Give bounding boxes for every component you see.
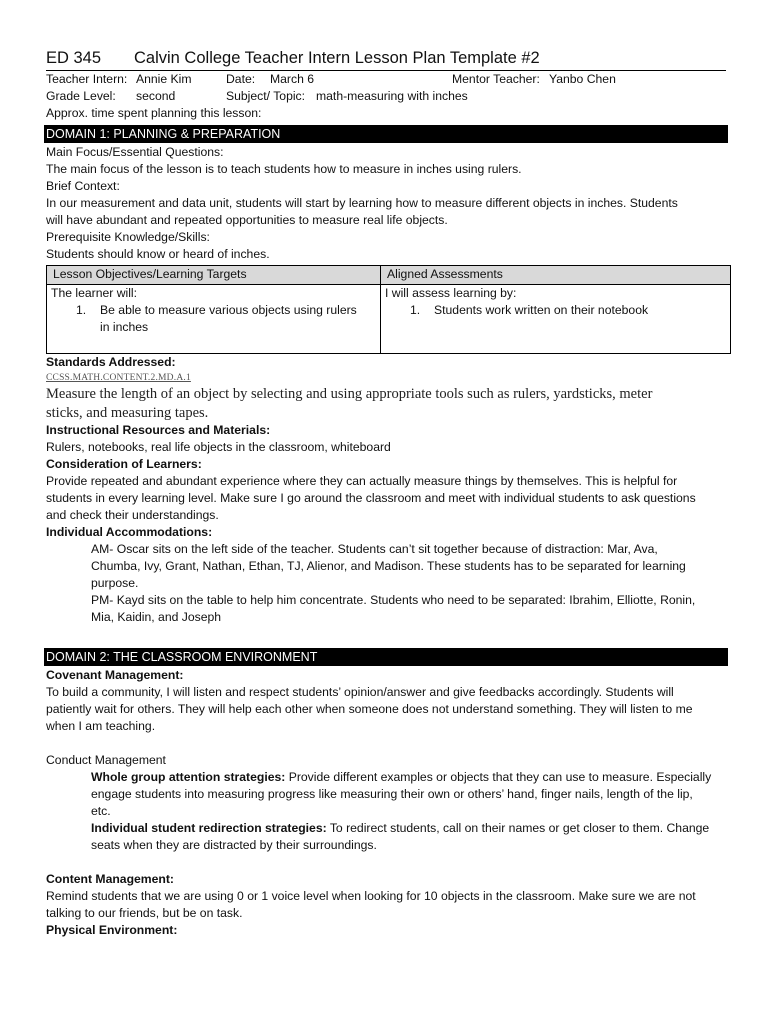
domain2-section <box>46 667 726 939</box>
conduct-label: Conduct Management <box>46 753 166 767</box>
assessments-header: Aligned Assessments <box>381 266 731 285</box>
document-title <box>46 47 726 71</box>
accommodation-line: Mia, Kaidin, and Joseph <box>91 610 222 624</box>
objective-text: in inches <box>100 320 149 334</box>
redirection-label: Individual student redirection strategies: <box>91 821 327 835</box>
spacer <box>46 735 726 752</box>
content-mgmt-line: talking to our friends, but be on task. <box>46 906 243 920</box>
focus-text: The main focus of the lesson is to teach students how to measure in inches using rulers. <box>46 162 522 176</box>
learners-line: and check their understandings. <box>46 508 219 522</box>
assessments-cell <box>381 285 731 354</box>
redirection-line <box>91 820 726 837</box>
objectives-intro: The learner will: <box>51 286 138 300</box>
covenant-label: Covenant Management: <box>46 668 184 682</box>
date-value: March 6 <box>270 72 315 86</box>
accommodations-list <box>46 541 726 626</box>
whole-group-line <box>91 769 726 786</box>
standards-section <box>46 354 726 371</box>
spacer <box>46 854 726 871</box>
objectives-table <box>46 265 731 354</box>
objectives-header: Lesson Objectives/Learning Targets <box>47 266 381 285</box>
assessment-item <box>385 302 726 319</box>
intern-label: Teacher Intern: <box>46 72 128 86</box>
course-code: ED 345 <box>46 49 102 67</box>
resources-label: Instructional Resources and Materials: <box>46 423 271 437</box>
assessment-text: Students work written on their notebook <box>434 303 649 317</box>
conduct-strategies <box>46 769 726 854</box>
physical-env-label: Physical Environment: <box>46 923 178 937</box>
accommodation-line: AM- Oscar sits on the left side of the teacher. Students can’t sit together because of distraction: Mar, Ava, <box>91 542 658 556</box>
prereq-label: Prerequisite Knowledge/Skills: <box>46 230 210 244</box>
domain1-details-section <box>46 422 726 626</box>
focus-label: Main Focus/Essential Questions: <box>46 145 224 159</box>
mentor-value: Yanbo Chen <box>549 72 616 86</box>
objectives-cell <box>47 285 381 354</box>
subject-value: math-measuring with inches <box>316 89 468 103</box>
content-mgmt-label: Content Management: <box>46 872 174 886</box>
domain1-intro-section <box>46 144 726 263</box>
objective-number: 1. <box>76 303 87 317</box>
accommodations-label: Individual Accommodations: <box>46 525 213 539</box>
objective-item <box>51 302 376 336</box>
context-line: will have abundant and repeated opportunities to measure real life objects. <box>46 213 448 227</box>
prereq-text: Students should know or heard of inches. <box>46 247 270 261</box>
context-line: In our measurement and data unit, students will start by learning how to measure different objects in inches. Students <box>46 196 678 210</box>
standards-line: Measure the length of an object by selecting and using appropriate tools such as rulers, yardsticks, meter <box>46 386 653 402</box>
standards-text <box>46 385 726 423</box>
subject-label: Subject/ Topic: <box>226 89 306 103</box>
covenant-line: patiently wait for others. They will help each other when someone does not understand something. They will listen to me <box>46 702 693 716</box>
assessments-intro: I will assess learning by: <box>385 286 517 300</box>
standards-label: Standards Addressed: <box>46 355 176 369</box>
standards-line: sticks, and measuring tapes. <box>46 405 209 421</box>
covenant-line: when I am teaching. <box>46 719 156 733</box>
accommodation-line: PM- Kayd sits on the table to help him concentrate. Students who need to be separated: Ibrahim, Elliotte, Ronin, <box>91 593 696 607</box>
accommodation-line: purpose. <box>91 576 139 590</box>
learners-label: Consideration of Learners: <box>46 457 202 471</box>
learners-line: Provide repeated and abundant experience where they can actually measure things by themselves. This is helpful for <box>46 474 678 488</box>
grade-label: Grade Level: <box>46 89 116 103</box>
mentor-label: Mentor Teacher: <box>452 72 540 86</box>
objective-text: Be able to measure various objects using rulers <box>100 303 357 317</box>
domain2-header: DOMAIN 2: THE CLASSROOM ENVIRONMENT <box>44 648 728 666</box>
whole-group-text: Provide different examples or objects that they can use to measure. Especially <box>285 770 712 784</box>
content-mgmt-line: Remind students that we are using 0 or 1 voice level when looking for 10 objects in the classroom. Make sure we are not <box>46 889 696 903</box>
redirection-line: seats when they are distracted by their surroundings. <box>91 838 377 852</box>
standards-code-link[interactable]: CCSS.MATH.CONTENT.2.MD.A.1 <box>46 373 191 383</box>
grade-value: second <box>136 89 176 103</box>
resources-text: Rulers, notebooks, real life objects in the classroom, whiteboard <box>46 440 391 454</box>
assessment-number: 1. <box>410 303 421 317</box>
whole-group-line: etc. <box>91 804 111 818</box>
context-label: Brief Context: <box>46 179 120 193</box>
redirection-text: To redirect students, call on their names or get closer to them. Change <box>326 821 710 835</box>
whole-group-label: Whole group attention strategies: <box>91 770 286 784</box>
whole-group-line: engage students into measuring progress like measuring their own or others’ hand, finger nails, length of the lip, <box>91 787 693 801</box>
template-title: Calvin College Teacher Intern Lesson Plan Template #2 <box>134 49 540 67</box>
planning-time-label: Approx. time spent planning this lesson: <box>46 106 262 120</box>
accommodation-line: Chumba, Ivy, Grant, Nathan, Ethan, TJ, Alienor, and Madison. These students has to be separated for learning <box>91 559 686 573</box>
intern-value: Annie Kim <box>136 72 192 86</box>
date-label: Date: <box>226 72 256 86</box>
learners-line: students in every learning level. Make sure I go around the classroom and meet with individual students to ask questions <box>46 491 696 505</box>
domain1-header: DOMAIN 1: PLANNING & PREPARATION <box>44 125 728 143</box>
covenant-line: To build a community, I will listen and respect students’ opinion/answer and give feedbacks accordingly. Students will <box>46 685 674 699</box>
